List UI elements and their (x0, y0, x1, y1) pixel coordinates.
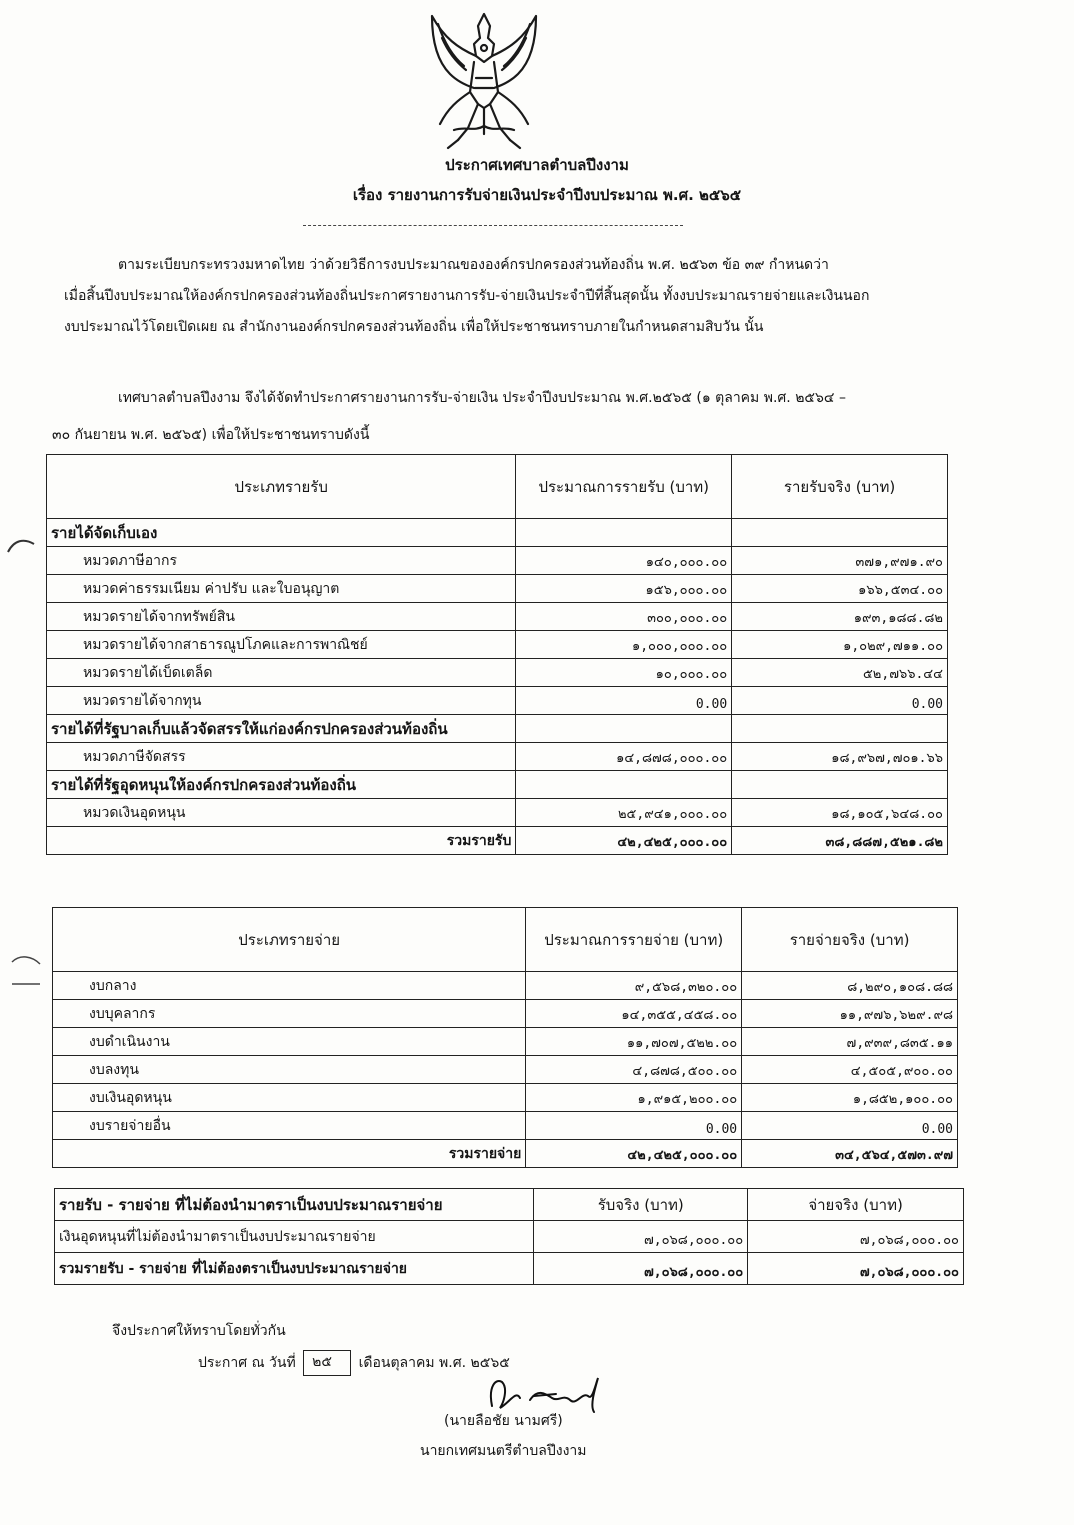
income-category-label: รายได้ที่รัฐบาลเก็บแล้วจัดสรรให้แก่องค์กรปกครองส่วนท้องถิ่น (47, 715, 516, 743)
expense-total-label: รวมรายจ่าย (53, 1140, 526, 1168)
announcement-title: ประกาศเทศบาลตำบลปึงงาม (445, 156, 629, 174)
income-subcategory-label: หมวดภาษีจัดสรร (47, 743, 516, 771)
income-estimate-cell (516, 519, 732, 547)
table-row (47, 547, 948, 575)
margin-mark-icon (4, 536, 38, 556)
table-row (47, 743, 948, 771)
table-row (53, 1000, 958, 1028)
expense-actual-cell: ๑,๘๕๒,๑๐๐.๐๐ (742, 1084, 958, 1112)
expense-header-estimate: ประมาณการรายจ่าย (บาท) (526, 908, 742, 972)
income-subcategory-label: หมวดค่าธรรมเนียม ค่าปรับ และใบอนุญาต (47, 575, 516, 603)
intro-line-2: เมื่อสิ้นปีงบประมาณให้องค์กรปกครองส่วนท้องถิ่นประกาศรายงานการรับ-จ่ายเงินประจำปีที่สิ้นสุดนั้น ทั้งงบประมาณรายจ่ายและเงินนอก (64, 288, 870, 304)
income-table (46, 454, 948, 855)
income-actual-cell: ๑๘,๙๖๗,๗๐๑.๖๖ (732, 743, 948, 771)
closing-notice: จึงประกาศให้ทราบโดยทั่วกัน (112, 1323, 286, 1339)
expense-table (52, 907, 958, 1168)
income-actual-cell: 0.00 (732, 687, 948, 715)
expense-label: งบบุคลากร (53, 1000, 526, 1028)
income-subcategory-label: หมวดเงินอุดหนุน (47, 799, 516, 827)
offbudget-header-received: รับจริง (บาท) (534, 1189, 748, 1221)
income-actual-cell: ๓๗๑,๙๗๑.๙๐ (732, 547, 948, 575)
table-row (53, 972, 958, 1000)
table-row (47, 687, 948, 715)
income-actual-cell: ๑๖๖,๕๓๔.๐๐ (732, 575, 948, 603)
offbudget-total-row (55, 1253, 964, 1285)
income-actual-cell: ๑,๐๒๙,๗๑๑.๐๐ (732, 631, 948, 659)
table-row (53, 1084, 958, 1112)
expense-estimate-cell: ๑๔,๓๕๕,๔๕๘.๐๐ (526, 1000, 742, 1028)
offbudget-header-paid: จ่ายจริง (บาท) (748, 1189, 964, 1221)
table-row (47, 603, 948, 631)
expense-actual-cell: ๘,๒๙๐,๑๐๘.๘๘ (742, 972, 958, 1000)
table-row (47, 715, 948, 743)
income-estimate-cell: ๑๐,๐๐๐.๐๐ (516, 659, 732, 687)
income-subcategory-label: หมวดรายได้จากทรัพย์สิน (47, 603, 516, 631)
income-estimate-cell: 0.00 (516, 687, 732, 715)
expense-estimate-cell: 0.00 (526, 1112, 742, 1140)
offbudget-received-cell: ๗,๐๖๘,๐๐๐.๐๐ (534, 1221, 748, 1253)
table-row (47, 631, 948, 659)
income-estimate-cell: ๑๔,๘๗๘,๐๐๐.๐๐ (516, 743, 732, 771)
expense-estimate-cell: ๙,๕๖๘,๓๒๐.๐๐ (526, 972, 742, 1000)
income-actual-cell (732, 771, 948, 799)
income-estimate-cell: ๑๔๐,๐๐๐.๐๐ (516, 547, 732, 575)
income-estimate-cell (516, 715, 732, 743)
offbudget-total-label: รวมรายรับ - รายจ่าย ที่ไม่ต้องตราเป็นงบประมาณรายจ่าย (55, 1253, 534, 1285)
income-actual-cell: ๑๙๓,๑๘๘.๘๒ (732, 603, 948, 631)
income-actual-cell: ๑๘,๑๐๕,๖๔๘.๐๐ (732, 799, 948, 827)
expense-total-actual: ๓๔,๕๖๔,๕๗๓.๙๗ (742, 1140, 958, 1168)
handwritten-day: ๒๕ (312, 1354, 332, 1370)
expense-estimate-cell: ๑๑,๗๐๗,๕๒๒.๐๐ (526, 1028, 742, 1056)
income-subcategory-label: หมวดรายได้จากสาธารณูปโภคและการพาณิชย์ (47, 631, 516, 659)
signer-name: (นายลือชัย นามศรี) (444, 1413, 563, 1429)
expense-actual-cell: ๗,๙๓๙,๘๓๕.๑๑ (742, 1028, 958, 1056)
table-row (47, 575, 948, 603)
income-estimate-cell (516, 771, 732, 799)
income-header-actual: รายรับจริง (บาท) (732, 455, 948, 519)
offbudget-paid-cell: ๗,๐๖๘,๐๐๐.๐๐ (748, 1221, 964, 1253)
income-estimate-cell: ๑๕๖,๐๐๐.๐๐ (516, 575, 732, 603)
income-actual-cell (732, 715, 948, 743)
income-estimate-cell: ๓๐๐,๐๐๐.๐๐ (516, 603, 732, 631)
date-prefix: ประกาศ ณ วันที่ (198, 1355, 296, 1371)
income-subcategory-label: หมวดรายได้เบ็ดเตล็ด (47, 659, 516, 687)
income-estimate-cell: ๑,๐๐๐,๐๐๐.๐๐ (516, 631, 732, 659)
announcement-date (198, 1350, 510, 1376)
expense-actual-cell: ๑๑,๙๗๖,๖๒๙.๙๘ (742, 1000, 958, 1028)
income-total-actual: ๓๘,๘๘๗,๕๒๑.๘๒ (732, 827, 948, 855)
handwritten-day-box (303, 1350, 351, 1376)
signature-icon (486, 1372, 606, 1414)
dashed-divider (303, 225, 683, 226)
expense-label: งบดำเนินงาน (53, 1028, 526, 1056)
expense-label: งบเงินอุดหนุน (53, 1084, 526, 1112)
table-row (47, 799, 948, 827)
income-estimate-cell: ๒๕,๙๔๑,๐๐๐.๐๐ (516, 799, 732, 827)
income-actual-cell: ๕๒,๗๖๖.๔๔ (732, 659, 948, 687)
table-row (55, 1221, 964, 1253)
income-header-estimate: ประมาณการรายรับ (บาท) (516, 455, 732, 519)
expense-header-actual: รายจ่ายจริง (บาท) (742, 908, 958, 972)
table-row (47, 519, 948, 547)
expense-label: งบกลาง (53, 972, 526, 1000)
expense-label: งบรายจ่ายอื่น (53, 1112, 526, 1140)
income-total-row (47, 827, 948, 855)
offbudget-header-type: รายรับ - รายจ่าย ที่ไม่ต้องนำมาตราเป็นงบประมาณรายจ่าย (55, 1189, 534, 1221)
expense-actual-cell: ๔,๕๐๕,๙๐๐.๐๐ (742, 1056, 958, 1084)
offbudget-row-label: เงินอุดหนุนที่ไม่ต้องนำมาตราเป็นงบประมาณรายจ่าย (55, 1221, 534, 1253)
offbudget-table (54, 1188, 964, 1285)
table-row (53, 1028, 958, 1056)
intro-line-3: งบประมาณไว้โดยเปิดเผย ณ สำนักงานองค์กรปกครองส่วนท้องถิ่น เพื่อให้ประชาชนทราบภายในกำหนดสามสิบวัน นั้น (64, 319, 764, 335)
announcement-subject: เรื่อง รายงานการรับจ่ายเงินประจำปีงบประมาณ พ.ศ. ๒๕๖๕ (352, 186, 742, 204)
income-subcategory-label: หมวดรายได้จากทุน (47, 687, 516, 715)
expense-label: งบลงทุน (53, 1056, 526, 1084)
expense-total-row (53, 1140, 958, 1168)
expense-header-type: ประเภทรายจ่าย (53, 908, 526, 972)
table-row (53, 1056, 958, 1084)
table-row (53, 1112, 958, 1140)
income-header-type: ประเภทรายรับ (47, 455, 516, 519)
expense-total-estimate: ๔๒,๔๒๕,๐๐๐.๐๐ (526, 1140, 742, 1168)
garuda-emblem-icon (418, 8, 550, 154)
expense-estimate-cell: ๔,๘๗๘,๕๐๐.๐๐ (526, 1056, 742, 1084)
offbudget-total-paid: ๗,๐๖๘,๐๐๐.๐๐ (748, 1253, 964, 1285)
income-total-estimate: ๔๒,๔๒๕,๐๐๐.๐๐ (516, 827, 732, 855)
income-actual-cell (732, 519, 948, 547)
income-subcategory-label: หมวดภาษีอากร (47, 547, 516, 575)
intro-line-5: ๓๐ กันยายน พ.ศ. ๒๕๖๕) เพื่อให้ประชาชนทราบดังนี้ (52, 427, 370, 443)
expense-table-body (53, 972, 958, 1168)
expense-estimate-cell: ๑,๙๑๕,๒๐๐.๐๐ (526, 1084, 742, 1112)
income-total-label: รวมรายรับ (47, 827, 516, 855)
margin-mark-icon (6, 952, 46, 992)
offbudget-total-received: ๗,๐๖๘,๐๐๐.๐๐ (534, 1253, 748, 1285)
income-category-label: รายได้จัดเก็บเอง (47, 519, 516, 547)
date-suffix: เดือนตุลาคม พ.ศ. ๒๕๖๕ (358, 1355, 510, 1371)
income-category-label: รายได้ที่รัฐอุดหนุนให้องค์กรปกครองส่วนท้องถิ่น (47, 771, 516, 799)
table-row (47, 771, 948, 799)
income-table-body (47, 519, 948, 855)
signer-title: นายกเทศมนตรีตำบลปึงงาม (420, 1443, 587, 1459)
intro-line-1: ตามระเบียบกระทรวงมหาดไทย ว่าด้วยวิธีการงบประมาณขององค์กรปกครองส่วนท้องถิ่น พ.ศ. ๒๕๖๓ ข้อ ๓๙ กำหนดว่า (118, 257, 829, 273)
table-row (47, 659, 948, 687)
expense-actual-cell: 0.00 (742, 1112, 958, 1140)
intro-line-4: เทศบาลตำบลปึงงาม จึงได้จัดทำประกาศรายงานการรับ-จ่ายเงิน ประจำปีงบประมาณ พ.ศ.๒๕๖๕ (๑ ตุลาคม พ.ศ. ๒๕๖๔ – (118, 390, 846, 406)
